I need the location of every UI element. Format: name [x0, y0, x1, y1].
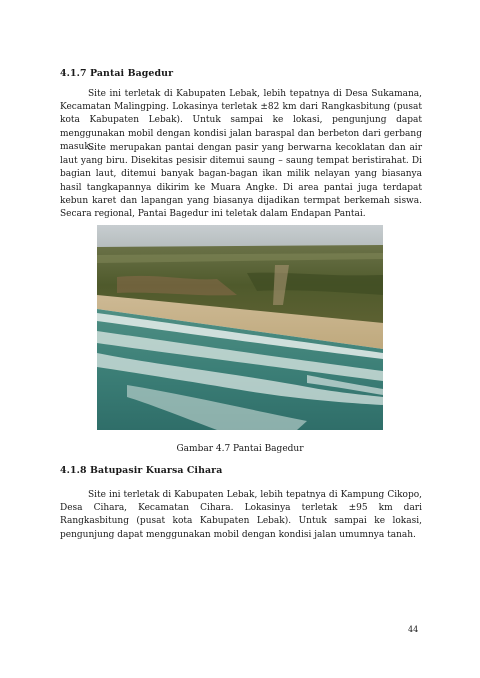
beach-photo [97, 225, 383, 430]
paragraph-description-bagedur: Site merupakan pantai dengan pasir yang berwarna kecoklatan dan air laut yang biru. Disekitas pesisir ditemui saung – saung tempat beristirahat. Di bagian laut, ditemui banyak bagan-bagan ikan milik nelayan yang biasanya hasil tangkapannya dikirim ke Muara Angke. Di area pantai juga terdapat kebun karet dan lapangan yang biasanya dijadikan termpat berkemah siswa. Secara regional, Pantai Bagedur ini teletak dalam Endapan Pantai. [60, 143, 422, 220]
page-number: 44 [408, 625, 419, 634]
section-heading-pantai-bagedur: 4.1.7 Pantai Bagedur [60, 68, 174, 79]
paragraph-location-bagedur: Site ini terletak di Kabupaten Lebak, lebih tepatnya di Desa Sukamana, Kecamatan Malingping. Lokasinya terletak ±82 km dari Rangkasbitung (pusat kota Kabupaten Lebak). Untuk sampai ke lokasi, pengunjung dapat menggunakan mobil dengan kondisi jalan baraspal dan berbeton dari gerbang masuk. [60, 89, 422, 152]
figure-caption: Gambar 4.7 Pantai Bagedur [176, 444, 304, 454]
section-heading-batupasir-kuarsa-cihara: 4.1.8 Batupasir Kuarsa Cihara [60, 465, 223, 476]
paragraph-location-cihara: Site ini terletak di Kabupaten Lebak, lebih tepatnya di Kampung Cikopo, Desa Cihara, Kecamatan Cihara. Lokasinya terletak ±95 km dari Rangkasbitung (pusat kota Kabupaten Lebak). Untuk sampai ke lokasi, pengunjung dapat menggunakan mobil dengan kondisi jalan umumnya tanah. [60, 490, 422, 540]
beach-photo-illustration [97, 225, 383, 430]
